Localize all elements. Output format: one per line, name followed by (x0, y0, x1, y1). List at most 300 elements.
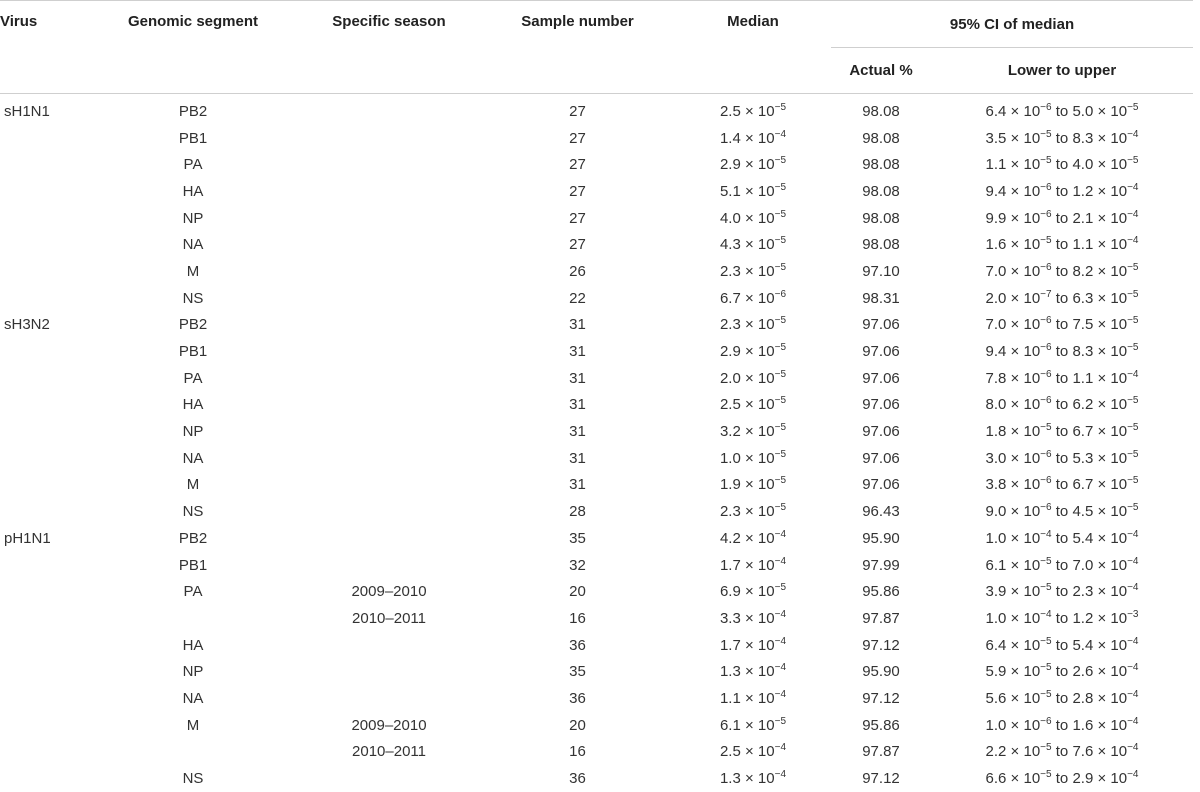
median-times: × 10 (740, 343, 775, 361)
cell-median (675, 525, 831, 552)
upper-mantissa: 2.3 (1072, 583, 1094, 601)
upper-times: × 10 (1093, 716, 1128, 734)
cell-genomic-segment: PA (183, 156, 203, 174)
median-exponent: −5 (774, 181, 787, 193)
cell-median (675, 445, 831, 472)
median-times: × 10 (740, 449, 775, 467)
cell-sample-number: 27 (569, 209, 586, 227)
cell-genomic-segment: NA (182, 449, 204, 467)
table-row (0, 712, 1193, 739)
median-exponent: −4 (774, 128, 787, 140)
cell-specific-season (298, 312, 480, 339)
median-mantissa: 1.1 (719, 689, 741, 707)
cell-specific-season: 2009–2010 (351, 583, 427, 601)
upper-times: × 10 (1093, 182, 1128, 200)
cell-median (675, 125, 831, 152)
median-mantissa: 5.1 (719, 182, 741, 200)
lower-exponent: −6 (1040, 208, 1052, 220)
cell-genomic-segment: PB1 (178, 556, 208, 574)
range-separator: to (1051, 129, 1073, 147)
lower-exponent: −5 (1040, 128, 1052, 140)
range-separator: to (1051, 529, 1073, 547)
range-separator: to (1051, 770, 1073, 788)
cell-median (675, 94, 831, 125)
cell-lower-to-upper (931, 552, 1193, 579)
lower-times: × 10 (1006, 449, 1041, 467)
cell-virus (0, 125, 88, 152)
cell-median (675, 205, 831, 232)
cell-lower-to-upper (931, 578, 1193, 605)
lower-exponent: −6 (1040, 181, 1052, 193)
cell-actual-percent: 97.06 (862, 423, 900, 441)
upper-mantissa: 7.0 (1072, 556, 1094, 574)
range-separator: to (1051, 102, 1073, 120)
cell-lower-to-upper (931, 605, 1193, 632)
range-separator: to (1051, 369, 1073, 387)
upper-times: × 10 (1093, 396, 1128, 414)
cell-actual-percent: 95.86 (862, 716, 900, 734)
range-separator: to (1051, 423, 1073, 441)
upper-times: × 10 (1093, 156, 1128, 174)
header-actual-percent: Actual % (849, 62, 913, 79)
cell-lower-to-upper (931, 258, 1193, 285)
lower-exponent: −6 (1040, 101, 1052, 113)
lower-times: × 10 (1006, 770, 1041, 788)
range-separator: to (1051, 316, 1073, 334)
lower-exponent: −6 (1040, 315, 1052, 327)
lower-times: × 10 (1006, 716, 1041, 734)
upper-exponent: −4 (1127, 128, 1139, 140)
table-row (0, 365, 1193, 392)
upper-mantissa: 1.6 (1072, 716, 1094, 734)
cell-genomic-segment: PA (183, 583, 203, 601)
median-exponent: −5 (774, 261, 787, 273)
upper-times: × 10 (1093, 556, 1128, 574)
upper-exponent: −5 (1127, 475, 1139, 487)
cell-virus (0, 578, 88, 605)
median-mantissa: 2.5 (719, 102, 741, 120)
upper-mantissa: 6.2 (1072, 396, 1094, 414)
upper-times: × 10 (1093, 423, 1128, 441)
lower-times: × 10 (1006, 262, 1041, 280)
median-mantissa: 6.7 (719, 289, 741, 307)
median-times: × 10 (740, 636, 775, 654)
cell-median (675, 178, 831, 205)
median-times: × 10 (740, 716, 775, 734)
lower-exponent: −5 (1040, 769, 1052, 781)
cell-genomic-segment: NP (182, 209, 204, 227)
median-exponent: −5 (774, 368, 787, 380)
median-mantissa: 2.5 (719, 396, 741, 414)
upper-exponent: −4 (1127, 582, 1139, 594)
median-exponent: −4 (774, 688, 787, 700)
table-row (0, 605, 1193, 632)
cell-lower-to-upper (931, 365, 1193, 392)
lower-mantissa: 3.5 (985, 129, 1007, 147)
cell-actual-percent: 97.06 (862, 476, 900, 494)
lower-mantissa: 6.1 (985, 556, 1007, 574)
cell-virus (0, 765, 88, 792)
range-separator: to (1051, 689, 1073, 707)
lower-exponent: −6 (1040, 395, 1052, 407)
cell-lower-to-upper (931, 205, 1193, 232)
cell-sample-number: 32 (569, 556, 586, 574)
lower-mantissa: 3.9 (985, 583, 1007, 601)
cell-sample-number: 31 (569, 343, 586, 361)
cell-specific-season: 2009–2010 (351, 716, 427, 734)
upper-exponent: −4 (1127, 715, 1139, 727)
cell-specific-season (298, 392, 480, 419)
cell-median (675, 765, 831, 792)
median-times: × 10 (740, 663, 775, 681)
lower-times: × 10 (1006, 209, 1041, 227)
cell-sample-number: 31 (569, 476, 586, 494)
lower-mantissa: 1.0 (985, 609, 1007, 627)
upper-mantissa: 2.9 (1072, 770, 1094, 788)
upper-exponent: −5 (1127, 342, 1139, 354)
cell-genomic-segment: HA (182, 182, 204, 200)
upper-times: × 10 (1093, 129, 1128, 147)
median-times: × 10 (740, 262, 775, 280)
cell-virus (0, 231, 88, 258)
cell-actual-percent: 97.12 (862, 770, 900, 788)
cell-virus: sH1N1 (4, 102, 50, 120)
range-separator: to (1051, 182, 1073, 200)
cell-lower-to-upper (931, 765, 1193, 792)
range-separator: to (1051, 209, 1073, 227)
cell-lower-to-upper (931, 151, 1193, 178)
lower-exponent: −5 (1040, 662, 1052, 674)
table-row (0, 285, 1193, 312)
upper-exponent: −4 (1127, 769, 1139, 781)
range-separator: to (1051, 262, 1073, 280)
cell-actual-percent: 97.10 (862, 262, 900, 280)
upper-mantissa: 5.3 (1072, 449, 1094, 467)
header-virus: Virus (0, 13, 38, 30)
cell-virus (0, 445, 88, 472)
cell-sample-number: 20 (569, 716, 586, 734)
lower-mantissa: 9.4 (985, 343, 1007, 361)
cell-genomic-segment: HA (182, 396, 204, 414)
lower-exponent: −5 (1040, 635, 1052, 647)
upper-mantissa: 8.2 (1072, 262, 1094, 280)
lower-exponent: −4 (1040, 528, 1052, 540)
cell-sample-number: 26 (569, 262, 586, 280)
cell-specific-season (298, 205, 480, 232)
cell-actual-percent: 97.12 (862, 636, 900, 654)
cell-genomic-segment: PB2 (178, 529, 208, 547)
cell-virus (0, 151, 88, 178)
lower-times: × 10 (1006, 129, 1041, 147)
cell-specific-season (298, 552, 480, 579)
lower-exponent: −6 (1040, 502, 1052, 514)
upper-exponent: −4 (1127, 555, 1139, 567)
lower-times: × 10 (1006, 556, 1041, 574)
upper-times: × 10 (1093, 343, 1128, 361)
header-median: Median (727, 13, 779, 30)
median-exponent: −4 (774, 528, 787, 540)
table-row (0, 94, 1193, 125)
cell-genomic-segment: PB2 (178, 102, 208, 120)
cell-median (675, 472, 831, 499)
cell-virus (0, 712, 88, 739)
median-mantissa: 6.1 (719, 716, 741, 734)
upper-mantissa: 1.1 (1072, 236, 1094, 254)
median-times: × 10 (740, 236, 775, 254)
cell-virus: sH3N2 (4, 316, 50, 334)
cell-genomic-segment: NS (182, 503, 204, 521)
median-times: × 10 (740, 209, 775, 227)
cell-virus (0, 498, 88, 525)
table-row (0, 685, 1193, 712)
cell-virus: pH1N1 (4, 529, 51, 547)
table-row (0, 552, 1193, 579)
cell-specific-season (298, 338, 480, 365)
cell-genomic-segment: HA (182, 636, 204, 654)
upper-mantissa: 5.0 (1072, 102, 1094, 120)
upper-mantissa: 4.5 (1072, 503, 1094, 521)
table-row (0, 258, 1193, 285)
cell-virus (0, 205, 88, 232)
cell-lower-to-upper (931, 285, 1193, 312)
lower-mantissa: 5.9 (985, 663, 1007, 681)
cell-actual-percent: 95.90 (862, 529, 900, 547)
lower-exponent: −5 (1040, 555, 1052, 567)
range-separator: to (1051, 716, 1073, 734)
table-row (0, 151, 1193, 178)
cell-virus (0, 285, 88, 312)
upper-mantissa: 6.7 (1072, 423, 1094, 441)
cell-sample-number: 27 (569, 129, 586, 147)
upper-mantissa: 1.2 (1072, 609, 1094, 627)
median-times: × 10 (740, 770, 775, 788)
cell-specific-season (298, 525, 480, 552)
median-mantissa: 1.3 (719, 770, 741, 788)
upper-times: × 10 (1093, 262, 1128, 280)
cell-sample-number: 16 (569, 609, 586, 627)
cell-median (675, 632, 831, 659)
lower-mantissa: 7.8 (985, 369, 1007, 387)
cell-genomic-segment: NP (182, 663, 204, 681)
cell-sample-number: 27 (569, 156, 586, 174)
upper-exponent: −4 (1127, 635, 1139, 647)
table-row (0, 125, 1193, 152)
median-times: × 10 (740, 102, 775, 120)
upper-exponent: −5 (1127, 261, 1139, 273)
median-exponent: −5 (774, 448, 787, 460)
lower-mantissa: 6.4 (985, 102, 1007, 120)
lower-mantissa: 9.4 (985, 182, 1007, 200)
lower-times: × 10 (1006, 369, 1041, 387)
median-exponent: −5 (774, 502, 787, 514)
upper-mantissa: 5.4 (1072, 529, 1094, 547)
cell-virus (0, 632, 88, 659)
upper-exponent: −5 (1127, 422, 1139, 434)
upper-mantissa: 1.2 (1072, 182, 1094, 200)
cell-sample-number: 35 (569, 529, 586, 547)
median-times: × 10 (740, 689, 775, 707)
range-separator: to (1051, 503, 1073, 521)
lower-times: × 10 (1006, 156, 1041, 174)
cell-virus (0, 338, 88, 365)
cell-sample-number: 28 (569, 503, 586, 521)
median-mantissa: 2.9 (719, 156, 741, 174)
cell-specific-season (298, 94, 480, 125)
median-times: × 10 (740, 289, 775, 307)
range-separator: to (1051, 156, 1073, 174)
median-mantissa: 1.3 (719, 663, 741, 681)
table-row (0, 445, 1193, 472)
cell-lower-to-upper (931, 739, 1193, 766)
range-separator: to (1051, 636, 1073, 654)
cell-actual-percent: 98.08 (862, 156, 900, 174)
cell-actual-percent: 98.08 (862, 129, 900, 147)
upper-exponent: −4 (1127, 528, 1139, 540)
cell-specific-season (298, 632, 480, 659)
median-exponent: −4 (774, 608, 787, 620)
cell-actual-percent: 97.06 (862, 449, 900, 467)
lower-exponent: −6 (1040, 368, 1052, 380)
cell-genomic-segment: PA (183, 369, 203, 387)
table-row (0, 765, 1193, 792)
upper-mantissa: 4.0 (1072, 156, 1094, 174)
cell-specific-season (298, 765, 480, 792)
lower-mantissa: 1.6 (985, 236, 1007, 254)
lower-mantissa: 9.9 (985, 209, 1007, 227)
table-row (0, 632, 1193, 659)
cell-median (675, 258, 831, 285)
lower-mantissa: 1.1 (985, 156, 1007, 174)
range-separator: to (1051, 609, 1073, 627)
lower-mantissa: 1.8 (985, 423, 1007, 441)
upper-mantissa: 1.1 (1072, 369, 1094, 387)
lower-mantissa: 6.4 (985, 636, 1007, 654)
lower-exponent: −6 (1040, 261, 1052, 273)
lower-exponent: −5 (1040, 155, 1052, 167)
cell-sample-number: 27 (569, 102, 586, 120)
upper-exponent: −5 (1127, 315, 1139, 327)
median-times: × 10 (740, 182, 775, 200)
median-times: × 10 (740, 529, 775, 547)
cell-actual-percent: 98.08 (862, 236, 900, 254)
upper-exponent: −4 (1127, 235, 1139, 247)
cell-lower-to-upper (931, 392, 1193, 419)
median-times: × 10 (740, 156, 775, 174)
median-exponent: −5 (774, 475, 787, 487)
median-times: × 10 (740, 503, 775, 521)
cell-actual-percent: 97.06 (862, 343, 900, 361)
cell-genomic-segment (88, 739, 298, 766)
cell-actual-percent: 97.06 (862, 396, 900, 414)
cell-specific-season (298, 125, 480, 152)
cell-median (675, 658, 831, 685)
cell-lower-to-upper (931, 178, 1193, 205)
median-times: × 10 (740, 609, 775, 627)
header-ci-of-median: 95% CI of median (831, 1, 1193, 48)
upper-times: × 10 (1093, 529, 1128, 547)
median-exponent: −4 (774, 769, 787, 781)
lower-times: × 10 (1006, 102, 1041, 120)
cell-genomic-segment (88, 605, 298, 632)
cell-sample-number: 31 (569, 316, 586, 334)
upper-exponent: −5 (1127, 288, 1139, 300)
lower-exponent: −5 (1040, 582, 1052, 594)
range-separator: to (1051, 396, 1073, 414)
upper-times: × 10 (1093, 689, 1128, 707)
lower-exponent: −5 (1040, 422, 1052, 434)
cell-virus (0, 605, 88, 632)
cell-median (675, 712, 831, 739)
upper-exponent: −4 (1127, 688, 1139, 700)
table-row (0, 658, 1193, 685)
upper-mantissa: 2.6 (1072, 663, 1094, 681)
cell-virus (0, 392, 88, 419)
cell-lower-to-upper (931, 712, 1193, 739)
cell-lower-to-upper (931, 125, 1193, 152)
median-mantissa: 2.3 (719, 316, 741, 334)
lower-times: × 10 (1006, 289, 1041, 307)
cell-lower-to-upper (931, 418, 1193, 445)
table-body (0, 94, 1193, 792)
median-times: × 10 (740, 743, 775, 761)
median-mantissa: 4.2 (719, 529, 741, 547)
lower-times: × 10 (1006, 529, 1041, 547)
header-sample-number: Sample number (521, 13, 634, 30)
median-exponent: −5 (774, 315, 787, 327)
cell-median (675, 285, 831, 312)
median-mantissa: 3.3 (719, 609, 741, 627)
cell-actual-percent: 98.08 (862, 182, 900, 200)
lower-times: × 10 (1006, 236, 1041, 254)
lower-exponent: −5 (1040, 742, 1052, 754)
range-separator: to (1051, 236, 1073, 254)
lower-exponent: −7 (1040, 288, 1052, 300)
median-mantissa: 6.9 (719, 583, 741, 601)
cell-actual-percent: 97.87 (862, 609, 900, 627)
lower-mantissa: 2.2 (985, 743, 1007, 761)
median-times: × 10 (740, 583, 775, 601)
cell-sample-number: 36 (569, 770, 586, 788)
range-separator: to (1051, 583, 1073, 601)
cell-median (675, 392, 831, 419)
lower-mantissa: 1.0 (985, 716, 1007, 734)
lower-exponent: −5 (1040, 235, 1052, 247)
median-times: × 10 (740, 129, 775, 147)
median-exponent: −4 (774, 555, 787, 567)
lower-mantissa: 7.0 (985, 316, 1007, 334)
median-exponent: −5 (774, 208, 787, 220)
cell-actual-percent: 97.99 (862, 556, 900, 574)
cell-specific-season (298, 365, 480, 392)
lower-times: × 10 (1006, 583, 1041, 601)
cell-median (675, 312, 831, 339)
lower-times: × 10 (1006, 316, 1041, 334)
cell-lower-to-upper (931, 312, 1193, 339)
lower-times: × 10 (1006, 476, 1041, 494)
median-mantissa: 2.3 (719, 503, 741, 521)
cell-actual-percent: 95.90 (862, 663, 900, 681)
range-separator: to (1051, 343, 1073, 361)
cell-genomic-segment: PB2 (178, 316, 208, 334)
cell-lower-to-upper (931, 498, 1193, 525)
upper-exponent: −4 (1127, 662, 1139, 674)
upper-mantissa: 6.3 (1072, 289, 1094, 307)
lower-times: × 10 (1006, 636, 1041, 654)
upper-times: × 10 (1093, 743, 1128, 761)
upper-times: × 10 (1093, 449, 1128, 467)
lower-exponent: −6 (1040, 342, 1052, 354)
upper-times: × 10 (1093, 316, 1128, 334)
